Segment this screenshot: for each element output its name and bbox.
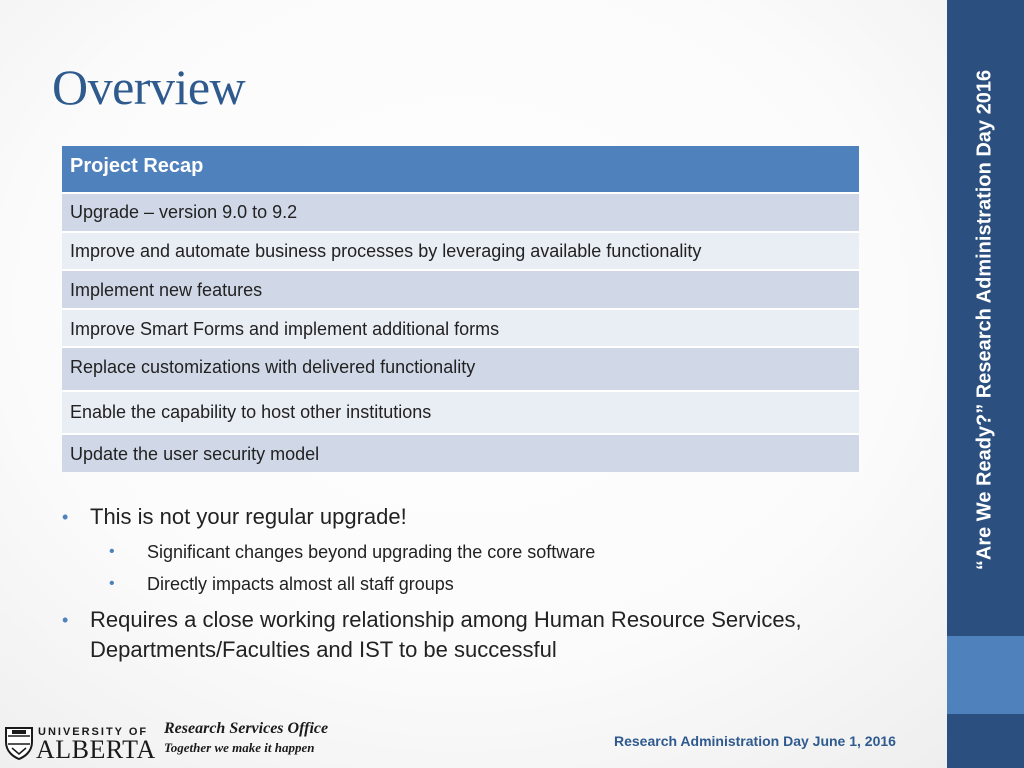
sub-bullet-item bbox=[62, 568, 862, 600]
sub-bullet-item bbox=[62, 536, 862, 568]
table-row: Improve Smart Forms and implement additional forms bbox=[62, 308, 859, 346]
slide-title: Overview bbox=[52, 59, 246, 115]
university-name-top: UNIVERSITY OF bbox=[38, 726, 149, 738]
bullet-item bbox=[62, 605, 862, 665]
bullet-text: Significant changes beyond upgrading the core software bbox=[147, 542, 596, 562]
project-recap-table bbox=[62, 146, 859, 472]
table-row: Implement new features bbox=[62, 269, 859, 308]
research-services-office bbox=[164, 720, 328, 756]
table-row: Update the user security model bbox=[62, 433, 859, 472]
bullet-text: This is not your regular upgrade! bbox=[90, 504, 407, 529]
bullet-text: Directly impacts almost all staff groups bbox=[147, 574, 454, 594]
university-logo bbox=[2, 722, 154, 764]
table-row: Upgrade – version 9.0 to 9.2 bbox=[62, 192, 859, 231]
sidebar-accent-block bbox=[947, 636, 1024, 714]
table-row: Enable the capability to host other institutions bbox=[62, 390, 859, 433]
bullet-icon: • bbox=[109, 543, 115, 560]
table-row: Replace customizations with delivered functionality bbox=[62, 346, 859, 390]
bullet-item bbox=[62, 502, 862, 532]
bullet-icon: • bbox=[109, 575, 115, 592]
footer-event-date: Research Administration Day June 1, 2016 bbox=[614, 733, 896, 749]
office-name: Research Services Office bbox=[164, 720, 329, 737]
sidebar-vertical-title: “Are We Ready?” Research Administration Day 2016 bbox=[973, 69, 996, 571]
bullet-icon: • bbox=[62, 507, 69, 527]
table-header: Project Recap bbox=[62, 146, 859, 192]
sidebar-band bbox=[947, 0, 1024, 768]
bullet-text: Requires a close working relationship among Human Resource Services, Departments/Faculties and IST to be successful bbox=[90, 607, 802, 662]
bullet-list bbox=[62, 502, 862, 665]
table-row: Improve and automate business processes by leveraging available functionality bbox=[62, 231, 859, 269]
crest-icon bbox=[4, 726, 34, 760]
university-name-bottom: ALBERTA bbox=[36, 735, 156, 764]
bullet-icon: • bbox=[62, 610, 69, 630]
office-tagline: Together we make it happen bbox=[164, 740, 315, 755]
